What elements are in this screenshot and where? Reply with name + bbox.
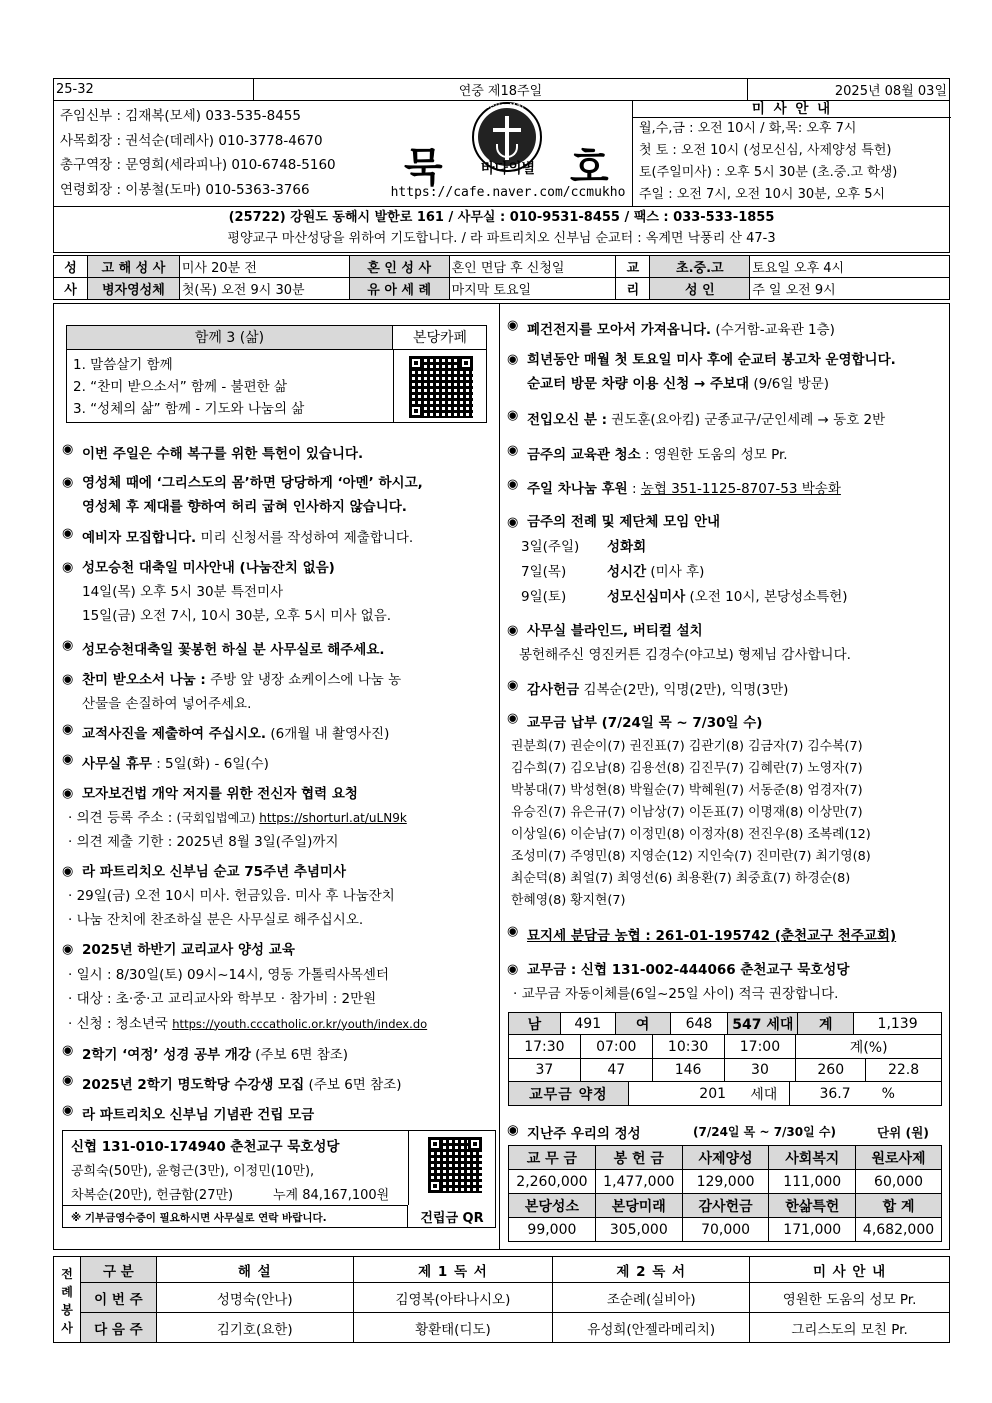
notice-martyr-shuttle: ◉ 희년동안 매월 첫 토요일 미사 후에 순교터 봉고차 운영합니다. 순교터 방문 차량 이용 신청 → 주보대 (9/6일 방문) xyxy=(507,348,896,396)
offering-head-priest-training: 사제양성 xyxy=(682,1146,769,1170)
liturgy-this-week-label: 이 번 주 xyxy=(80,1283,156,1313)
logo-name-right: 호 xyxy=(570,144,609,191)
offering-head-total: 합 계 xyxy=(856,1194,942,1218)
notice-liturgy-schedule: ◉ 금주의 전례 및 제단체 모임 안내 3일(주일) 성화회 7일(목) 성시간 (미사 후) 9일(토) 성모신심미사 (오전 10시, 본당성소특헌) xyxy=(507,510,848,610)
bullet-icon: ◉ xyxy=(62,475,74,490)
liturgy-side-label: 전 례 봉 사 xyxy=(54,1257,81,1343)
notice-blinds: ◉ 사무실 블라인드, 버티컬 설치 봉헌해주신 영진커튼 김경수(야고보) 형제님 감사합니다. xyxy=(507,619,851,667)
memorial-qr-icon[interactable] xyxy=(428,1137,482,1193)
male-label: 남 xyxy=(509,1013,561,1035)
payer-line: 조성미(7) 주영민(8) 지영순(12) 지인숙(7) 진미란(7) 최기영(8) xyxy=(511,849,871,864)
pledge-table xyxy=(508,1081,942,1106)
seal-text: Stella Maris xyxy=(480,102,534,110)
total-label: 계 xyxy=(798,1013,854,1035)
notice-myeongdo-school: ◉ 2025년 2학기 명도학당 수강생 모집 (주보 6면 참조) xyxy=(62,1073,402,1093)
mass-weekday: 월,수,금 : 오전 10시 / 화,목: 오후 7시 xyxy=(639,121,857,136)
pledge-households: 201 xyxy=(628,1082,738,1106)
attendance-table xyxy=(508,1012,942,1035)
together-item-2: 2. “찬미 받으소서” 함께 - 불편한 삶 xyxy=(73,379,287,395)
offering-collection: 1,477,000 xyxy=(595,1170,682,1194)
offering-thanks: 70,000 xyxy=(682,1218,769,1242)
bullet-icon: ◉ xyxy=(507,924,519,939)
liturgy-next-week-mass: 그리스도의 모친 Pr. xyxy=(750,1313,950,1343)
notice-maternal-health-law: ◉ 모자보건법 개악 저지를 위한 전신자 협력 요청 · 의견 등록 주소 : (국회입법예고) https://shorturl.at/uLN9k · 의견 제출 기한 : 2025년 8월 3일(주일)까지 xyxy=(62,782,407,854)
bullet-icon: ◉ xyxy=(507,477,519,492)
offering-total: 4,682,000 xyxy=(856,1218,942,1242)
marriage-info: 혼인 면담 후 신청일 xyxy=(449,256,616,278)
liturgy-service-table xyxy=(53,1256,950,1343)
bullet-icon: ◉ xyxy=(62,786,74,801)
pledge-percent-unit: % xyxy=(880,1082,942,1106)
memorial-total: 누계 84,167,100원 xyxy=(273,1188,390,1203)
offering-vocations: 99,000 xyxy=(509,1218,596,1242)
staff-funeral-head: 연령회장 : 이봉철(도마) 010-5363-3766 xyxy=(60,181,310,198)
liturgy-head-commentator: 해 설 xyxy=(156,1257,353,1283)
mass-count-2: 47 xyxy=(580,1059,652,1082)
mass-attendance-table xyxy=(508,1034,942,1082)
mass-count-3: 146 xyxy=(652,1059,724,1082)
parish-logo xyxy=(382,100,632,207)
offering-dues: 2,260,000 xyxy=(509,1170,596,1194)
offering-future: 305,000 xyxy=(595,1218,682,1242)
offering-retired-priests: 60,000 xyxy=(856,1170,942,1194)
liturgy-head-reading-1: 제 1 독 서 xyxy=(353,1257,553,1283)
prayer-intention-line: 평양교구 마산성당을 위하여 기도합니다. / 라 파트리치오 신부님 순교터 : 옥계면 낙풍리 산 47-3 xyxy=(227,231,776,246)
header-table xyxy=(53,78,950,101)
offering-head-vocations: 본당성소 xyxy=(509,1194,596,1218)
staff-list xyxy=(60,104,380,202)
bullet-icon: ◉ xyxy=(507,623,519,638)
mass-saturday: 토(주일미사) : 오후 5시 30분 (초.중.고 학생) xyxy=(639,165,898,180)
bullet-icon: ◉ xyxy=(62,560,74,575)
offering-head-special: 한삶특헌 xyxy=(769,1194,856,1218)
female-count: 648 xyxy=(670,1013,728,1035)
bullet-icon: ◉ xyxy=(507,962,519,977)
bullet-icon: ◉ xyxy=(62,442,74,457)
bullet-icon: ◉ xyxy=(62,1043,74,1058)
bullet-icon: ◉ xyxy=(62,942,74,957)
pledge-label: 교무금 약정 xyxy=(509,1082,629,1106)
bullet-icon: ◉ xyxy=(62,526,74,541)
offering-head-thanks: 감사헌금 xyxy=(682,1194,769,1218)
liturgy-this-week-mass: 영원한 도움의 성모 Pr. xyxy=(750,1283,950,1313)
liturgy-this-week-reading-1: 김영복(아타나시오) xyxy=(353,1283,553,1313)
liturgical-week: 연중 제18주일 xyxy=(253,79,747,101)
mass-time-3: 10:30 xyxy=(652,1035,724,1059)
notice-catechist-training: ◉ 2025년 하반기 교리교사 양성 교육 · 일시 : 8/30일(토) 09시~14시, 영동 가톨릭사목센터 · 대상 : 초·중·고 교리교사와 학부모 · 참가비 : 2만원 · 신청 : 청소년국 https://youth.cccatholic.or.kr/youth/index.do xyxy=(62,938,427,1036)
total-count: 1,139 xyxy=(854,1013,942,1035)
bullet-icon: ◉ xyxy=(62,752,74,767)
memorial-qr-label: 건립금 QR xyxy=(420,1211,484,1226)
bullet-icon: ◉ xyxy=(507,408,519,423)
together-item-1: 1. 말씀살기 함께 xyxy=(73,357,173,373)
notice-cleaning: ◉ 금주의 교육관 청소 : 영원한 도움의 성모 Pr. xyxy=(507,443,788,463)
logo-name-left: 묵 xyxy=(404,144,443,191)
notice-flood-relief: ◉ 이번 주일은 수해 복구를 위한 특헌이 있습니다. xyxy=(62,442,364,462)
notice-assumption-mass: ◉ 성모승천 대축일 미사안내 (나눔잔치 없음) 14일(목) 오후 5시 30분 특전미사 15일(금) 오전 7시, 10시 30분, 오후 5시 미사 없음. xyxy=(62,556,391,628)
logo-tagline: 바다의별 xyxy=(480,161,536,177)
offering-welfare: 111,000 xyxy=(769,1170,856,1194)
notice-catechumen: ◉ 예비자 모집합니다. 미리 신청서를 작성하여 제출합니다. xyxy=(62,526,414,546)
liturgy-this-week-commentator: 성명숙(안나) xyxy=(156,1283,353,1313)
sacraments-table xyxy=(53,255,950,300)
male-count: 491 xyxy=(560,1013,615,1035)
bullet-icon: ◉ xyxy=(62,638,74,653)
infant-baptism-label: 유 아 세 례 xyxy=(349,278,449,300)
notice-tea-sponsor: ◉ 주일 차나눔 후원 : 농협 351-1125-8707-53 박송화 xyxy=(507,477,841,497)
bullet-icon: ◉ xyxy=(507,678,519,693)
dues-payer-list xyxy=(511,736,947,912)
memorial-fund-box xyxy=(62,1130,496,1228)
parish-cafe-label: 본당카페 xyxy=(393,326,487,350)
pledge-households-unit: 세대 xyxy=(738,1082,790,1106)
top-info-block xyxy=(53,100,950,207)
memorial-donors-1: 공희숙(50만), 윤형근(3만), 이정민(10만), xyxy=(71,1164,315,1179)
bullet-icon: ◉ xyxy=(507,1122,519,1138)
infant-baptism-info: 마지막 토요일 xyxy=(449,278,616,300)
bullet-icon: ◉ xyxy=(507,711,519,726)
bullet-icon: ◉ xyxy=(62,1073,74,1088)
marriage-label: 혼 인 성 사 xyxy=(349,256,449,278)
notice-memorial-fund: ◉ 라 파트리치오 신부님 기념관 건립 모금 xyxy=(62,1103,315,1123)
mass-time-1: 17:30 xyxy=(509,1035,581,1059)
liturgy-head-category: 구 분 xyxy=(80,1257,156,1283)
mass-guide-title: 미 사 안 내 xyxy=(633,100,951,118)
address-block xyxy=(53,207,950,253)
sick-communion-label: 병자영성체 xyxy=(87,278,179,300)
notice-cemetery-fee: ◉ 묘지세 분담금 농협 : 261-01-195742 (춘천교구 천주교회) xyxy=(507,924,897,944)
household-count: 547 세대 xyxy=(728,1013,798,1035)
staff-council-president: 사목회장 : 권석순(데레사) 010-3778-4670 xyxy=(60,132,323,149)
liturgy-next-week-commentator: 김기호(요한) xyxy=(156,1313,353,1343)
confession-label: 고 해 성 사 xyxy=(87,256,179,278)
offering-special: 171,000 xyxy=(769,1218,856,1242)
notice-new-parishioner: ◉ 전입오신 분 : 권도훈(요아킴) 군종교구/군인세례 → 동호 2반 xyxy=(507,408,886,428)
sacraments-label-top: 성 xyxy=(54,256,88,278)
receipt-note: ※ 기부금영수증이 필요하시면 사무실로 연락 바랍니다. xyxy=(71,1212,327,1224)
mass-count-1: 37 xyxy=(509,1059,581,1082)
offering-period: (7/24일 목 ~ 7/30일 수) xyxy=(693,1125,836,1139)
parish-cafe-url[interactable]: https://cafe.naver.com/ccmukho xyxy=(390,185,626,200)
liturgy-next-week-label: 다 음 주 xyxy=(80,1313,156,1343)
address-line: (25722) 강원도 동해시 발한로 161 / 사무실 : 010-9531-8455 / 팩스 : 033-533-1855 xyxy=(228,210,775,225)
bullet-icon: ◉ xyxy=(62,672,74,687)
notice-flower-offering: ◉ 성모승천대축일 꽃봉헌 하실 분 사무실로 해주세요. xyxy=(62,638,385,658)
offering-head-retired-priests: 원로사제 xyxy=(856,1146,942,1170)
memorial-account: 신협 131-010-174940 춘천교구 묵호성당 xyxy=(71,1139,340,1155)
mass-count-total: 260 xyxy=(796,1059,866,1082)
memorial-donors-2: 차복순(20만), 헌금함(27만) xyxy=(71,1188,234,1203)
confession-time: 미사 20분 전 xyxy=(179,256,349,278)
payer-line: 권분희(7) 권순이(7) 권진표(7) 김관기(8) 김금자(7) 김수복(7) xyxy=(511,739,863,754)
notice-photo-submit: ◉ 교적사진을 제출하여 주십시오. (6개월 내 촬영사진) xyxy=(62,722,390,742)
together-item-3: 3. “성체의 삶” 함께 - 기도와 나눔의 삶 xyxy=(73,401,305,417)
mass-sunday: 주일 : 오전 7시, 오전 10시 30분, 오후 5시 xyxy=(639,187,886,202)
staff-pastor: 주임신부 : 김재복(모세) 033-535-8455 xyxy=(60,108,301,124)
youth-office-link[interactable]: https://youth.cccatholic.or.kr/youth/index.do xyxy=(172,1016,428,1031)
offering-head-collection: 봉 헌 금 xyxy=(595,1146,682,1170)
pledge-percent: 36.7 xyxy=(790,1082,880,1106)
payer-line: 이상일(6) 이순남(7) 이정민(8) 이정자(8) 전진우(8) 조복례(12) xyxy=(511,827,871,842)
bullet-icon: ◉ xyxy=(507,352,519,367)
bullet-icon: ◉ xyxy=(62,864,74,879)
issue-number: 25-32 xyxy=(54,79,254,101)
offering-unit: 단위 (원) xyxy=(877,1125,930,1140)
mass-count-4: 30 xyxy=(724,1059,796,1082)
female-label: 여 xyxy=(615,1013,670,1035)
notice-bible-study: ◉ 2학기 ‘여정’ 성경 공부 개강 (주보 6면 참조) xyxy=(62,1043,349,1063)
together-title: 함께 3 (삶) xyxy=(67,326,393,350)
payer-line: 한혜영(8) 황지현(7) xyxy=(511,893,626,908)
payer-line: 최순덕(8) 최얼(7) 최영선(6) 최용환(7) 최중효(7) 하경순(8) xyxy=(511,871,851,886)
sick-communion-time: 첫(목) 오전 9시 30분 xyxy=(179,278,349,300)
notice-office-closed: ◉ 사무실 휴무 : 5일(화) - 6일(수) xyxy=(62,752,269,772)
liturgy-head-reading-2: 제 2 독 서 xyxy=(553,1257,750,1283)
catechism-label-bottom: 리 xyxy=(616,278,650,300)
payer-line: 김수희(7) 김오남(8) 김용선(8) 김진무(7) 김혜란(7) 노영자(7) xyxy=(511,761,863,776)
total-percent-label: 계(%) xyxy=(796,1035,942,1059)
liturgy-head-mass: 미 사 안 내 xyxy=(750,1257,950,1283)
payer-line: 유승진(7) 유은규(7) 이남상(7) 이돈표(7) 이명재(8) 이상만(7) xyxy=(511,805,863,820)
notice-laudato-sharing: ◉ 찬미 받오소서 나눔 : 주방 앞 냉장 쇼케이스에 나눔 농 산물을 손질하여 넣어주세요. xyxy=(62,668,401,716)
notice-memorial-mass: ◉ 라 파트리치오 신부님 순교 75주년 추념미사 · 29일(금) 오전 10시 미사. 헌금있음. 미사 후 나눔잔치 · 나눔 잔치에 찬조하실 분은 사무실로 해주십시오. xyxy=(62,860,395,932)
youth-time: 토요일 오후 4시 xyxy=(750,256,950,278)
payer-line: 박봉대(7) 박성현(8) 박월순(7) 박혜원(7) 서동준(8) 엄경자(7) xyxy=(511,783,863,798)
bullet-icon: ◉ xyxy=(507,443,519,458)
bullet-icon: ◉ xyxy=(507,318,519,333)
offering-table xyxy=(508,1145,942,1242)
mass-time-4: 17:00 xyxy=(724,1035,796,1059)
opinion-registration-link[interactable]: https://shorturl.at/uLN9k xyxy=(259,811,407,825)
bullet-icon: ◉ xyxy=(62,722,74,737)
adult-label: 성 인 xyxy=(650,278,750,300)
offering-head-dues: 교 무 금 xyxy=(509,1146,596,1170)
notice-communion: ◉ 영성체 때에 ‘그리스도의 몸’하면 당당하게 ‘아멘’ 하시고, 영성체 후 제대를 향하여 허리 굽혀 인사하지 않습니다. xyxy=(62,471,423,519)
liturgy-this-week-reading-2: 조순례(실비아) xyxy=(553,1283,750,1313)
catechism-label-top: 교 xyxy=(616,256,650,278)
notice-dues-payment: ◉ 교무금 납부 (7/24일 목 ~ 7/30일 수) xyxy=(507,711,763,731)
together-box xyxy=(66,325,487,423)
offering-head-welfare: 사회복지 xyxy=(769,1146,856,1170)
mass-count-percent: 22.8 xyxy=(866,1059,942,1082)
sacraments-label-bottom: 사 xyxy=(54,278,88,300)
bullet-icon: ◉ xyxy=(507,515,519,530)
offering-head-future: 본당미래 xyxy=(595,1194,682,1218)
liturgy-next-week-reading-2: 유성희(안젤라메리치) xyxy=(553,1313,750,1343)
notice-thanks-offering: ◉ 감사헌금 김복순(2만), 익명(2만), 익명(3만) xyxy=(507,678,789,698)
mass-guide xyxy=(632,100,951,207)
mass-time-2: 07:00 xyxy=(580,1035,652,1059)
notice-batteries: ◉ 폐건전지를 모아서 가져옵니다. (수거함-교육관 1층) xyxy=(507,318,835,338)
offering-priest-training: 129,000 xyxy=(682,1170,769,1194)
cafe-qr-icon[interactable] xyxy=(409,356,473,418)
column-divider xyxy=(499,303,500,1250)
issue-date: 2025년 08월 03일 xyxy=(748,79,950,101)
offering-title: 지난주 우리의 정성 xyxy=(527,1126,641,1142)
notice-dues-account: ◉ 교무금 : 신협 131-002-444066 춘천교구 묵호성당 · 교무금 자동이체를(6일~25일 사이) 적극 권장합니다. xyxy=(507,958,849,1006)
staff-district-head: 총구역장 : 문영희(세라피나) 010-6748-5160 xyxy=(60,157,336,173)
adult-time: 주 일 오전 9시 xyxy=(750,278,950,300)
youth-label: 초.중.고 xyxy=(650,256,750,278)
bullet-icon: ◉ xyxy=(62,1103,74,1118)
liturgy-next-week-reading-1: 황환태(디도) xyxy=(353,1313,553,1343)
mass-first-saturday: 첫 토 : 오전 10시 (성모신심, 사제양성 특헌) xyxy=(639,143,892,158)
